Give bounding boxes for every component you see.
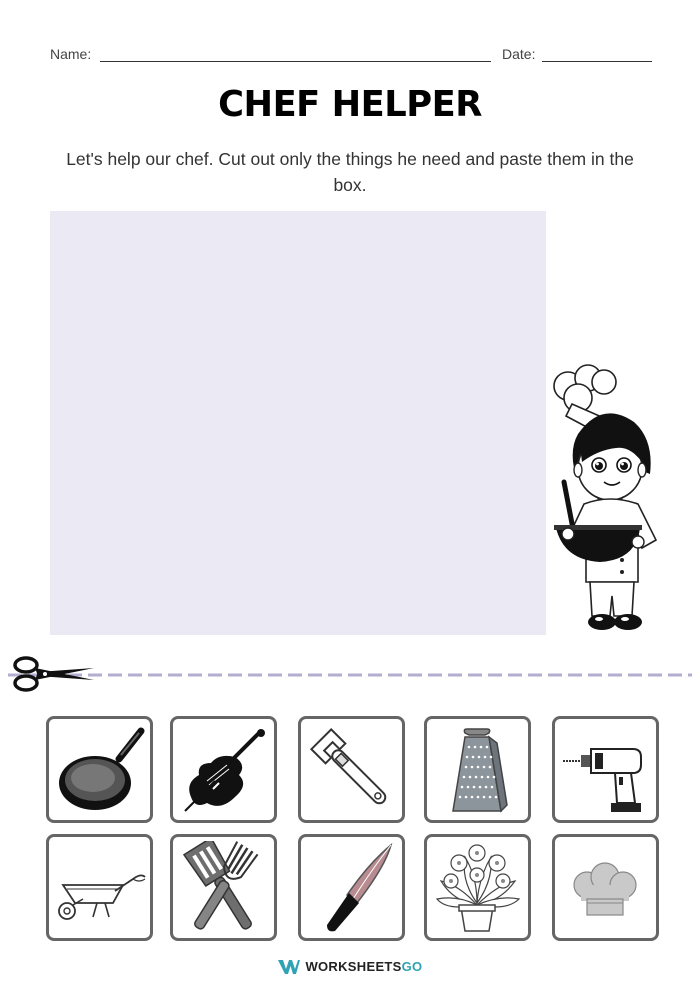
cutout-card-cheese-grater[interactable]: [424, 716, 531, 823]
paste-box[interactable]: [50, 211, 546, 635]
cutout-card-power-drill[interactable]: [552, 716, 659, 823]
cutout-card-chef-hat[interactable]: [552, 834, 659, 941]
chef-illustration: [542, 364, 672, 638]
cutout-card-kitchen-knife[interactable]: [298, 834, 405, 941]
kitchen-knife-icon: [305, 841, 398, 934]
brand-part2: GO: [401, 959, 423, 975]
potted-plant-icon: [431, 841, 524, 934]
cheese-grater-icon: [431, 723, 524, 816]
cutout-card-wrench[interactable]: [298, 716, 405, 823]
frying-pan-icon: [53, 723, 146, 816]
cutout-card-fork-and-spatula[interactable]: [170, 834, 277, 941]
worksheetsgo-logo-icon: [278, 960, 300, 974]
page-title: CHEF HELPER: [218, 84, 482, 125]
cut-line: [8, 672, 692, 678]
violin-icon: [177, 723, 270, 816]
name-line[interactable]: [100, 61, 491, 62]
cutout-card-wheelbarrow[interactable]: [46, 834, 153, 941]
scissors-icon: [12, 656, 96, 692]
header-fields: [50, 44, 652, 66]
footer-brand: [0, 958, 700, 974]
power-drill-icon: [559, 723, 652, 816]
wrench-icon: [305, 723, 398, 816]
cutout-card-potted-plant[interactable]: [424, 834, 531, 941]
cutout-card-violin[interactable]: [170, 716, 277, 823]
fork-and-spatula-icon: [177, 841, 270, 934]
instructions: Let's help our chef. Cut out only the things he need and paste them in the box.: [66, 149, 634, 195]
date-label: Date:: [502, 46, 536, 62]
wheelbarrow-icon: [53, 841, 146, 934]
chef-hat-icon: [559, 841, 652, 934]
brand-part1: WORKSHEETS: [305, 959, 402, 975]
cutout-card-frying-pan[interactable]: [46, 716, 153, 823]
date-line[interactable]: [542, 61, 652, 62]
name-label: Name:: [50, 46, 92, 62]
